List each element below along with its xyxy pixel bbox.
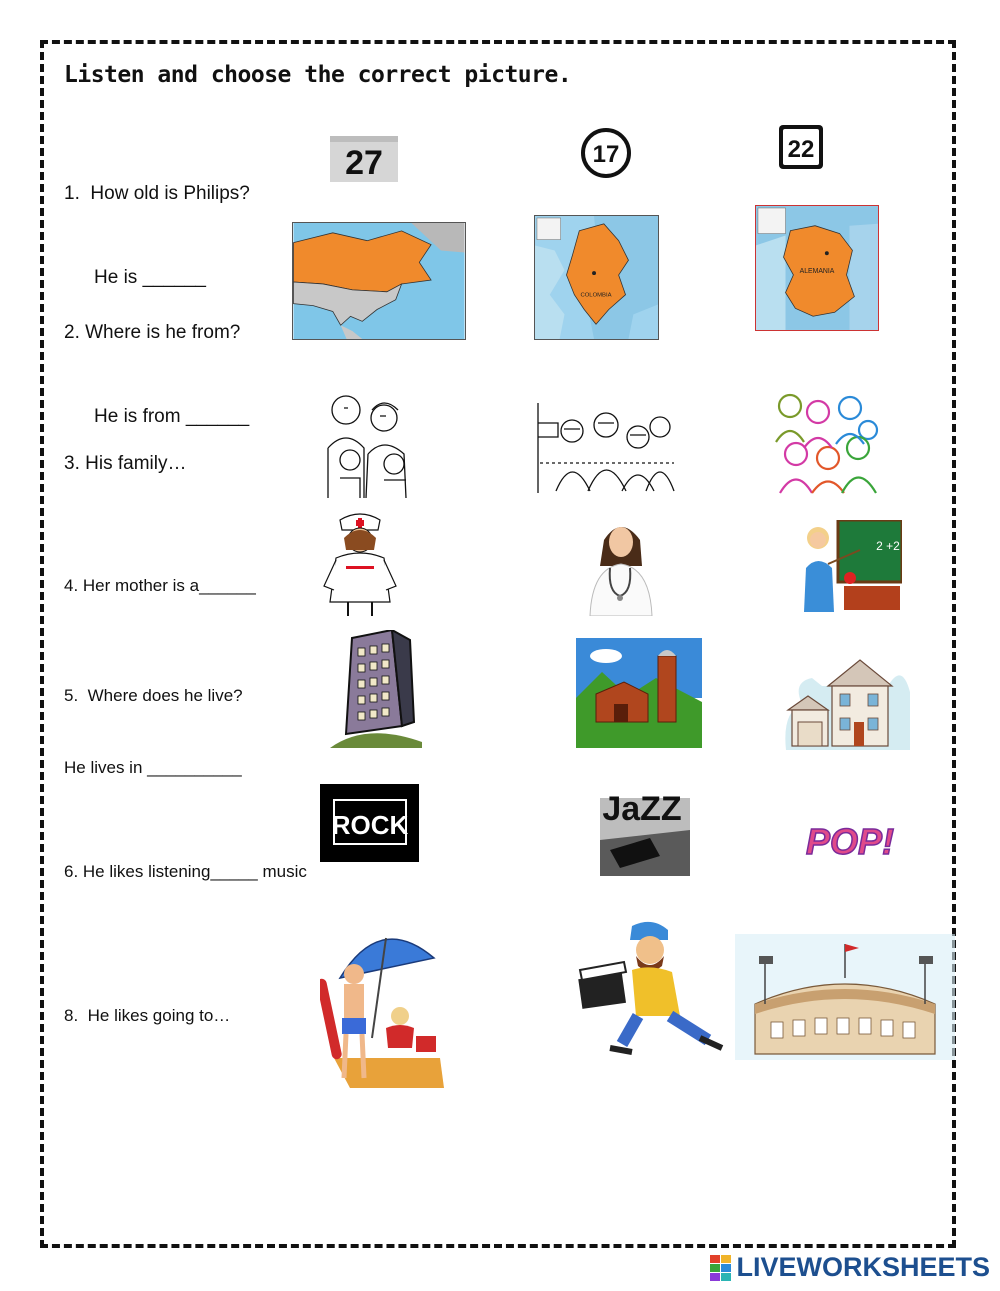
option-27-image[interactable] xyxy=(330,136,398,182)
stadium-image[interactable] xyxy=(735,934,955,1060)
map-canada-image[interactable] xyxy=(292,222,466,340)
question-5-blank: He lives in __________ xyxy=(64,758,242,777)
rock-music-image[interactable] xyxy=(320,784,419,862)
family-drawing-1-image[interactable] xyxy=(314,388,418,500)
cinema-director-image[interactable] xyxy=(576,920,724,1062)
beach-image[interactable] xyxy=(320,918,444,1088)
question-6 xyxy=(64,802,307,914)
jazz-music-label: JaZZ xyxy=(602,790,682,828)
question-2-text: 2. Where is he from? xyxy=(64,322,241,343)
farm-image[interactable] xyxy=(576,638,702,748)
option-22-image[interactable] xyxy=(778,124,824,170)
option-17-image[interactable] xyxy=(580,127,632,179)
worksheet-title: Listen and choose the correct picture. xyxy=(64,62,572,88)
option-17-label: 17 xyxy=(592,141,620,168)
pop-music-image[interactable] xyxy=(798,814,902,866)
question-8-text: 8. He likes going to… xyxy=(64,1006,231,1025)
question-3-text: 3. His family… xyxy=(64,453,187,474)
option-27-label: 27 xyxy=(345,144,383,182)
question-2-blank: He is from ______ xyxy=(94,406,250,427)
question-1-blank: He is ______ xyxy=(94,267,206,288)
question-5 xyxy=(64,636,243,804)
map-colombia-image[interactable] xyxy=(534,215,659,340)
question-4 xyxy=(64,516,256,628)
house-image[interactable] xyxy=(782,652,910,750)
question-8 xyxy=(64,946,230,1058)
question-4-text: 4. Her mother is a______ xyxy=(64,576,256,595)
map-colombia-label: COLOMBIA xyxy=(580,292,612,299)
map-germany-label: ALEMANIA xyxy=(799,267,835,275)
question-1-text: 1. How old is Philips? xyxy=(64,183,250,204)
option-22-label: 22 xyxy=(787,136,815,163)
map-germany-image[interactable] xyxy=(755,205,879,331)
question-5-text: 5. Where does he live? xyxy=(64,686,243,705)
rock-music-label: ROCK xyxy=(331,810,409,840)
teacher-image[interactable] xyxy=(798,520,902,612)
family-drawing-3-image[interactable] xyxy=(772,390,880,495)
jazz-music-image[interactable] xyxy=(590,780,694,876)
nurse-image[interactable] xyxy=(318,510,402,616)
city-building-image[interactable] xyxy=(326,630,424,748)
footer-brand[interactable] xyxy=(710,1252,990,1283)
teacher-board-text: 2 +2 xyxy=(876,539,900,553)
pop-music-label: POP! xyxy=(805,821,895,862)
question-6-text: 6. He likes listening_____ music xyxy=(64,862,307,881)
family-drawing-2-image[interactable] xyxy=(536,403,676,493)
footer-brand-text: LIVEWORKSHEETS xyxy=(736,1252,990,1282)
question-3 xyxy=(64,394,186,506)
liveworksheets-logo-icon xyxy=(710,1255,732,1281)
doctor-image[interactable] xyxy=(586,518,656,616)
